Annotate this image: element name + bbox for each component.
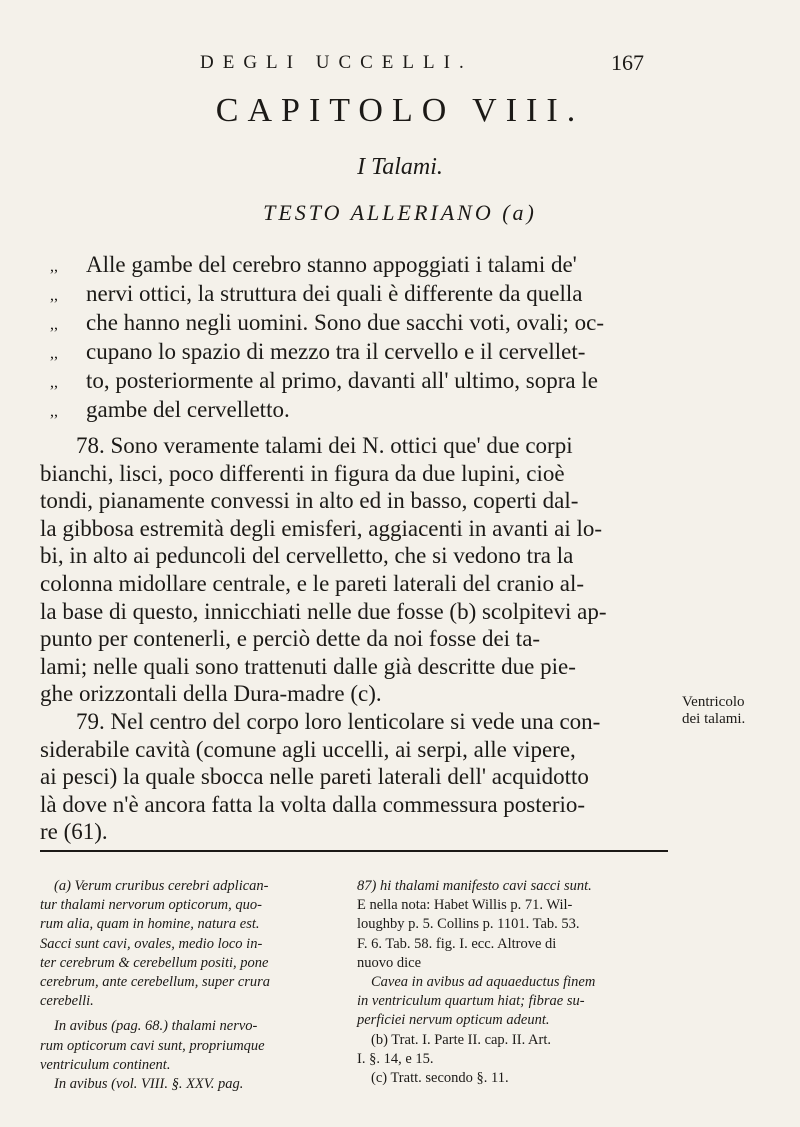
quote-line — [50, 279, 680, 308]
footnotes-right-column — [357, 877, 677, 1088]
paragraph-78-line: colonna midollare centrale, e le pareti laterali del cranio al- — [40, 570, 585, 596]
paragraph-78-line: 78. Sono veramente talami dei N. ottici que' due corpi — [76, 433, 573, 458]
paragraph-78-line: punto per contenerli, e perciò dette da noi fosse dei ta- — [40, 626, 541, 652]
body-text — [40, 432, 680, 846]
paragraph-78-line: bianchi, lisci, poco differenti in figura da due lupini, cioè — [40, 460, 565, 486]
quote-mark: ,, — [50, 316, 58, 333]
footnote-line: 87) hi thalami manifesto cavi sacci sunt. — [357, 878, 592, 894]
chapter-title: CAPITOLO VIII. — [215, 92, 585, 129]
page-number: 167 — [611, 50, 644, 75]
footnote-line: cerebrum, ante cerebellum, super crura — [40, 973, 271, 990]
footnote-line: I. §. 14, e 15. — [357, 1050, 434, 1067]
paragraph-79-line: siderabile cavità (comune agli uccelli, ai serpi, alle vipere, — [40, 736, 576, 762]
paragraph-78-line: ghe orizzontali della Dura-madre (c). — [40, 681, 382, 707]
footnote-line: loughby p. 5. Collins p. 1101. Tab. 53. — [357, 916, 580, 933]
footnote-line: Cavea in avibus ad aquaeductus finem — [371, 973, 596, 990]
footnote-line: rum alia, quam in homine, natura est. — [40, 916, 260, 933]
paragraph-78-line: tondi, pianamente convessi in alto ed in basso, coperti dal- — [40, 488, 579, 514]
quote-mark: ,, — [50, 345, 58, 362]
quote-line-text: to, posteriormente al primo, davanti all' ultimo, sopra le — [86, 368, 598, 393]
footnote-line: E nella nota: Habet Willis p. 71. Wil- — [357, 897, 573, 914]
paragraph-78-line: lami; nelle quali sono trattenuti dalle già descritte due pie- — [40, 653, 576, 679]
footnote-line: (c) Tratt. secondo §. 11. — [371, 1069, 509, 1086]
footnote-divider — [40, 850, 668, 852]
paragraph-79-line: là dove n'è ancora fatta la volta dalla commessura posterio- — [40, 791, 586, 817]
footnote-line: (a) Verum cruribus cerebri adplican- — [54, 878, 269, 894]
footnote-line: (b) Trat. I. Parte II. cap. II. Art. — [371, 1031, 551, 1048]
quote-line — [50, 366, 680, 395]
footnote-line: ventriculum continent. — [40, 1056, 171, 1073]
footnote-line: In avibus (vol. VIII. §. XXV. pag. — [54, 1075, 244, 1092]
footnote-line: F. 6. Tab. 58. fig. I. ecc. Altrove di — [357, 935, 557, 952]
quote-mark: ,, — [50, 403, 58, 420]
page-header — [0, 50, 800, 80]
footnotes-left-column — [40, 877, 340, 1094]
paragraph-79-line: 79. Nel centro del corpo loro lenticolare si vede una con- — [76, 708, 601, 734]
margin-note — [682, 694, 792, 728]
quote-line-text: nervi ottici, la struttura dei quali è differente da quella — [86, 281, 583, 306]
quote-mark: ,, — [50, 287, 58, 304]
paragraph-79-line: re (61). — [40, 819, 108, 845]
margin-note-line: Ventricolo — [682, 694, 745, 710]
footnote-line: cerebelli. — [40, 993, 94, 1010]
paragraph-78-line: la base di questo, innicchiati nelle due fosse (b) scolpitevi ap- — [40, 598, 607, 624]
footnote-line: In avibus (pag. 68.) thalami nervo- — [54, 1018, 258, 1035]
footnote-line: perficiei nervum opticum adeunt. — [357, 1012, 550, 1029]
paragraph-79-line: ai pesci) la quale sbocca nelle pareti laterali dell' acquidotto — [40, 764, 589, 790]
quote-line — [50, 250, 680, 279]
quote-line-text: Alle gambe del cerebro stanno appoggiati i talami de' — [86, 252, 577, 277]
footnote-line: nuovo dice — [357, 954, 422, 971]
paragraph-78-line: la gibbosa estremità degli emisferi, aggiacenti in avanti ai lo- — [40, 515, 603, 541]
footnote-line: rum opticorum cavi sunt, propriumque — [40, 1037, 265, 1054]
footnote-line: ter cerebrum & cerebellum positi, pone — [40, 954, 269, 971]
running-head: DEGLI UCCELLI. — [200, 52, 473, 73]
footnote-line: tur thalami nervorum opticorum, quo- — [40, 897, 262, 914]
paragraph-78-line: bi, in alto ai peduncoli del cervelletto, che si vedono tra la — [40, 543, 574, 569]
quote-line — [50, 337, 680, 366]
section-title: I Talami. — [357, 154, 443, 180]
margin-note-line: dei talami. — [682, 711, 746, 727]
quote-line — [50, 308, 680, 337]
quote-mark: ,, — [50, 374, 58, 391]
quote-line-text: cupano lo spazio di mezzo tra il cervello e il cervellet- — [86, 339, 586, 364]
subsection-title: TESTO ALLERIANO (a) — [263, 200, 537, 225]
quote-line — [50, 395, 680, 424]
quote-mark: ,, — [50, 258, 58, 275]
footnote-line: in ventriculum quartum hiat; fibrae su- — [357, 993, 585, 1010]
footnote-line: Sacci sunt cavi, ovales, medio loco in- — [40, 935, 263, 952]
quote-line-text: gambe del cervelletto. — [86, 397, 290, 422]
quoted-text-block — [50, 250, 680, 424]
quote-line-text: che hanno negli uomini. Sono due sacchi voti, ovali; oc- — [86, 310, 605, 335]
